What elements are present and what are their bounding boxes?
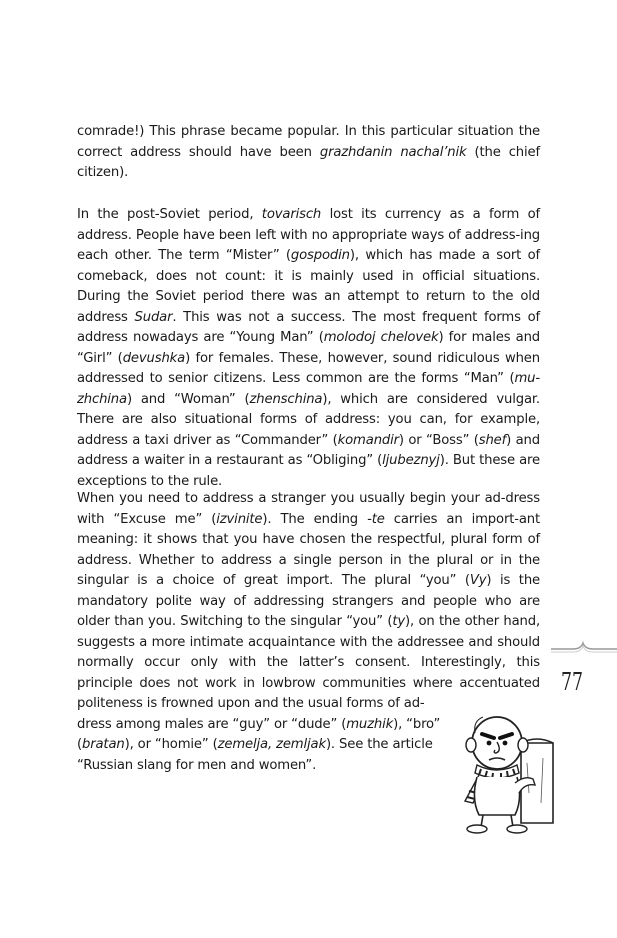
page-number: 77 <box>560 668 583 696</box>
text-span: . This was not a success. The most frequent forms of address nowadays are “Young Man” ( <box>77 309 540 345</box>
text-span: lost its currency as a form of address. People have been left with no appropriate ways of address-ing each other. The term “Mister” ( <box>77 207 540 263</box>
italic-term: Vy <box>469 573 487 588</box>
italic-term: bratan <box>82 737 125 752</box>
italic-term: gospodin <box>290 248 350 263</box>
text-span: dress among males are “guy” or “dude” ( <box>77 716 347 732</box>
text-span: ), on the other hand, suggests a more intimate acquaintance with the addressee and should normally occur only with the latter’s consent. Interestingly, this principle does not work in lowbrow communities where accentuated politeness is frowned upon and the usual forms of ad- <box>77 614 540 711</box>
italic-term: devushka <box>122 350 186 366</box>
italic-term: tovarisch <box>261 207 322 222</box>
text-span: ). See the article “Russian slang for men and women”. <box>77 737 433 773</box>
text-span: ) or “Boss” ( <box>398 432 479 448</box>
italic-term: mu-zhchina <box>77 371 540 407</box>
italic-term: shef <box>478 432 507 448</box>
text-span: comrade!) This phrase became popular. In this particular situation the correct address should have been <box>77 124 540 160</box>
italic-term: zemelja, zemljak <box>217 737 326 752</box>
text-span: ). But these are exceptions to the rule. <box>77 453 540 489</box>
italic-term: komandir <box>337 432 399 448</box>
italic-term: -te <box>367 511 385 527</box>
italic-term: grazhdanin nachal’nik <box>319 144 467 160</box>
text-span: ), which are considered vulgar. There are also situational forms of address: you can, for example, address a taxi driver as “Commander” ( <box>77 391 540 448</box>
text-span: ), or “homie” ( <box>124 737 218 752</box>
italic-term: ljubeznyj <box>382 453 440 468</box>
italic-term: zhenschina <box>249 391 323 407</box>
text-span: When you need to address a stranger you usually begin your ad-dress with “Excuse me” ( <box>77 491 540 527</box>
italic-term: molodoj chelovek <box>323 330 439 345</box>
italic-term: muzhik <box>346 716 394 732</box>
text-span: ) for females. These, however, sound ridiculous when addressed to senior citizens. Less common are the forms “Man” ( <box>77 350 540 386</box>
paragraph-1 <box>77 122 540 184</box>
man-cartoon-illustration <box>455 703 563 835</box>
paragraph-2 <box>77 205 540 492</box>
text-span: ) for males and “Girl” ( <box>77 330 540 366</box>
text-span: carries an import-ant meaning: it shows that you have chosen the respectful, plural form of address. Whether to address a single person in the plural or in the singular is a choice of great import. The plural “you” ( <box>77 511 541 588</box>
text-span: ) and address a waiter in a restaurant as “Obliging” ( <box>77 432 540 468</box>
text-span: (the chief citizen). <box>77 144 540 180</box>
italic-term: izvinite <box>216 511 263 527</box>
text-span: ), “bro” ( <box>77 716 441 752</box>
text-span: ). The ending <box>262 511 368 527</box>
text-span: ) and “Woman” ( <box>126 391 250 407</box>
text-span: ), which has made a sort of comeback, does not count: it is mainly used in official situations. During the Soviet period there was an attempt to return to the old address <box>77 248 540 325</box>
text-span: In the post-Soviet period, <box>77 207 262 222</box>
italic-term: Sudar <box>134 309 173 325</box>
italic-term: ty <box>392 614 406 629</box>
text-span: ) is the mandatory polite way of addressing strangers and people who are older than you. Switching to the singular “you” ( <box>77 573 540 629</box>
